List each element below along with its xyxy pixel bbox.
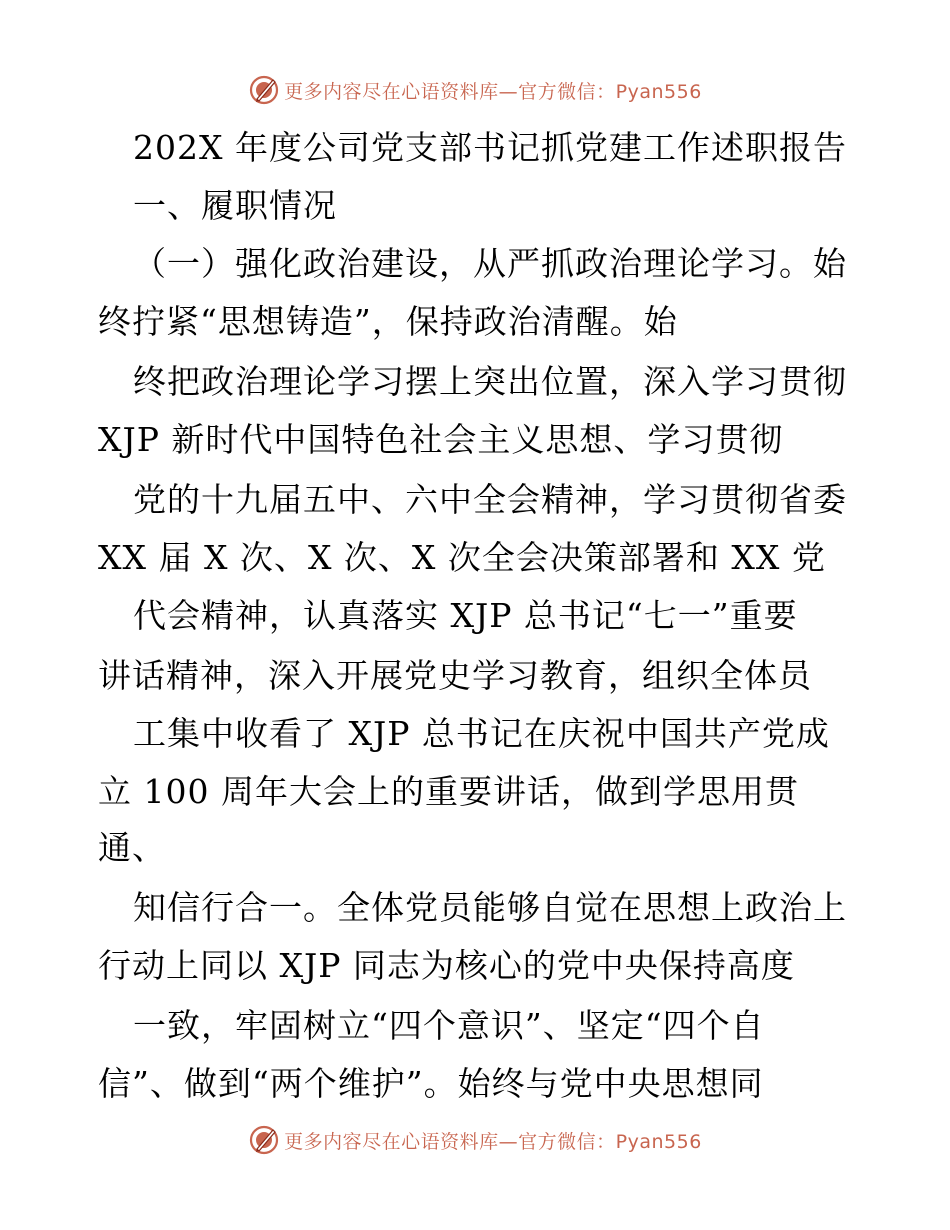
paragraph-line: 终把政治理论学习摆上突出位置，深入学习贯彻 <box>133 362 847 401</box>
paragraph-line: XX 届 X 次、X 次、X 次全会决策部署和 XX 党 <box>98 538 826 577</box>
watermark-banner-bottom <box>0 1122 950 1158</box>
document-title: 202X 年度公司党支部书记抓党建工作述职报告 <box>133 128 847 167</box>
paragraph-line: 通、 <box>98 828 166 867</box>
pen-logo-icon <box>248 1124 280 1156</box>
paragraph-line: 信”、做到“两个维护”。始终与党中央思想同 <box>98 1064 764 1103</box>
paragraph-line: 立 100 周年大会上的重要讲话，做到学思用贯 <box>98 772 799 811</box>
paragraph-line: XJP 新时代中国特色社会主义思想、学习贯彻 <box>98 420 784 459</box>
paragraph-line: 党的十九届五中、六中全会精神，学习贯彻省委 <box>133 480 847 519</box>
paragraph-line: 代会精神，认真落实 XJP 总书记“七一”重要 <box>133 596 798 635</box>
watermark-text: 更多内容尽在心语资料库—官方微信：Pyan556 <box>284 1130 702 1153</box>
watermark-text: 更多内容尽在心语资料库—官方微信：Pyan556 <box>284 80 702 103</box>
paragraph-line: 工集中收看了 XJP 总书记在庆祝中国共产党成 <box>133 714 830 753</box>
paragraph-line: 终拧紧“思想铸造”，保持政治清醒。始 <box>98 302 678 341</box>
paragraph-line: （一）强化政治建设，从严抓政治理论学习。始 <box>133 244 847 283</box>
paragraph-line: 一致，牢固树立“四个意识”、坚定“四个自 <box>133 1006 765 1045</box>
paragraph-line: 知信行合一。全体党员能够自觉在思想上政治上 <box>133 888 847 927</box>
paragraph-line: 讲话精神，深入开展党史学习教育，组织全体员 <box>98 656 812 695</box>
paragraph-line: 行动上同以 XJP 同志为核心的党中央保持高度 <box>98 946 795 985</box>
section-heading: 一、履职情况 <box>133 186 337 225</box>
